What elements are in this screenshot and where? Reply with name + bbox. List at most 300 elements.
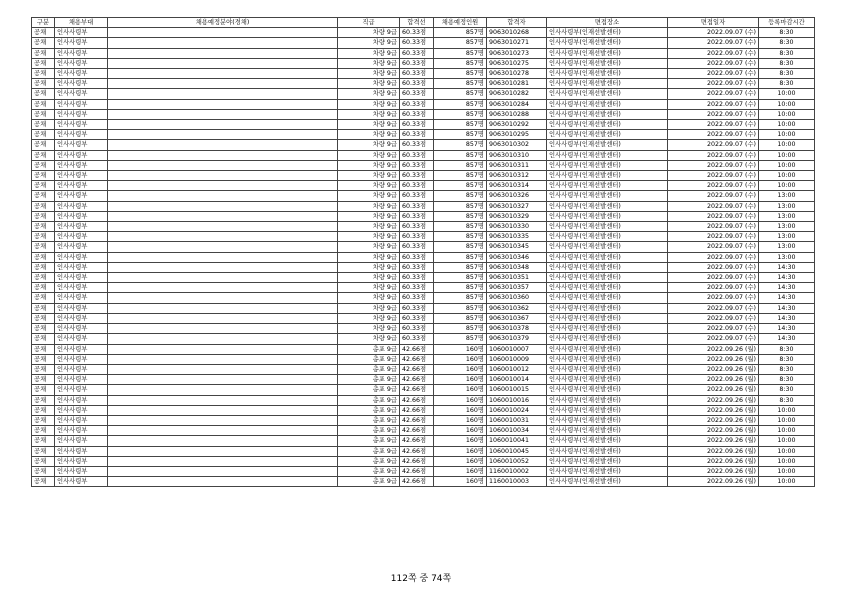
cell-cutoff: 42.66점 [400, 466, 434, 476]
cell-applicant-id: 1060010007 [487, 344, 547, 354]
cell-field [108, 477, 338, 487]
cell-applicant-id: 9063010281 [487, 79, 547, 89]
cell-field [108, 313, 338, 323]
cell-field [108, 466, 338, 476]
cell-cutoff: 60.33점 [400, 140, 434, 150]
cell-grade: 차량 9급 [338, 160, 400, 170]
cell-interview-place: 인사사령부(인재선발센터) [547, 477, 668, 487]
cell-interview-date: 2022.09.26 (월) [668, 385, 759, 395]
cell-quota: 160명 [434, 466, 487, 476]
cell-category: 공채 [32, 334, 55, 344]
cell-cutoff: 60.33점 [400, 160, 434, 170]
cell-quota: 857명 [434, 120, 487, 130]
cell-cutoff: 42.66점 [400, 344, 434, 354]
cell-grade: 총포 9급 [338, 364, 400, 374]
cell-grade: 총포 9급 [338, 436, 400, 446]
cell-quota: 857명 [434, 303, 487, 313]
cell-field [108, 130, 338, 140]
cell-applicant-id: 9063010357 [487, 283, 547, 293]
cell-grade: 차량 9급 [338, 334, 400, 344]
cell-applicant-id: 9063010351 [487, 273, 547, 283]
cell-applicant-id: 9063010288 [487, 109, 547, 119]
cell-registration-deadline: 13:00 [759, 252, 815, 262]
cell-registration-deadline: 10:00 [759, 426, 815, 436]
cell-interview-place: 인사사령부(인재선발센터) [547, 171, 668, 181]
cell-category: 공채 [32, 130, 55, 140]
table-row [32, 99, 815, 109]
cell-unit: 인사사령부 [55, 222, 108, 232]
cell-category: 공채 [32, 79, 55, 89]
table-row [32, 222, 815, 232]
cell-grade: 차량 9급 [338, 79, 400, 89]
cell-grade: 총포 9급 [338, 466, 400, 476]
table-row [32, 395, 815, 405]
cell-grade: 차량 9급 [338, 69, 400, 79]
cell-interview-place: 인사사령부(인재선발센터) [547, 252, 668, 262]
cell-interview-place: 인사사령부(인재선발센터) [547, 344, 668, 354]
cell-interview-place: 인사사령부(인재선발센터) [547, 242, 668, 252]
cell-registration-deadline: 10:00 [759, 477, 815, 487]
cell-cutoff: 60.33점 [400, 313, 434, 323]
cell-interview-date: 2022.09.07 (수) [668, 242, 759, 252]
cell-unit: 인사사령부 [55, 58, 108, 68]
cell-category: 공채 [32, 232, 55, 242]
header-quota: 채용예정인원 [434, 18, 487, 28]
cell-interview-place: 인사사령부(인재선발센터) [547, 130, 668, 140]
cell-registration-deadline: 8:30 [759, 79, 815, 89]
table-row [32, 150, 815, 160]
cell-grade: 차량 9급 [338, 38, 400, 48]
cell-applicant-id: 1060010012 [487, 364, 547, 374]
cell-cutoff: 60.33점 [400, 262, 434, 272]
cell-interview-date: 2022.09.07 (수) [668, 109, 759, 119]
cell-category: 공채 [32, 303, 55, 313]
cell-interview-date: 2022.09.07 (수) [668, 324, 759, 334]
cell-category: 공채 [32, 191, 55, 201]
cell-registration-deadline: 14:30 [759, 262, 815, 272]
cell-cutoff: 60.33점 [400, 181, 434, 191]
cell-grade: 총포 9급 [338, 375, 400, 385]
cell-applicant-id: 1060010045 [487, 446, 547, 456]
cell-field [108, 354, 338, 364]
cell-cutoff: 42.66점 [400, 375, 434, 385]
cell-field [108, 334, 338, 344]
cell-applicant-id: 9063010310 [487, 150, 547, 160]
cell-grade: 차량 9급 [338, 303, 400, 313]
cell-interview-place: 인사사령부(인재선발센터) [547, 385, 668, 395]
cell-interview-date: 2022.09.07 (수) [668, 140, 759, 150]
table-row [32, 69, 815, 79]
cell-field [108, 89, 338, 99]
cell-interview-place: 인사사령부(인재선발센터) [547, 38, 668, 48]
cell-quota: 160명 [434, 436, 487, 446]
cell-interview-date: 2022.09.07 (수) [668, 201, 759, 211]
cell-unit: 인사사령부 [55, 69, 108, 79]
header-registration-deadline: 등록마감시간 [759, 18, 815, 28]
cell-field [108, 273, 338, 283]
cell-unit: 인사사령부 [55, 38, 108, 48]
cell-unit: 인사사령부 [55, 262, 108, 272]
cell-quota: 160명 [434, 477, 487, 487]
cell-unit: 인사사령부 [55, 109, 108, 119]
cell-category: 공채 [32, 211, 55, 221]
cell-unit: 인사사령부 [55, 171, 108, 181]
cell-unit: 인사사령부 [55, 334, 108, 344]
cell-quota: 857명 [434, 28, 487, 38]
cell-cutoff: 42.66점 [400, 385, 434, 395]
cell-unit: 인사사령부 [55, 201, 108, 211]
cell-field [108, 232, 338, 242]
table-row [32, 181, 815, 191]
cell-unit: 인사사령부 [55, 385, 108, 395]
table-row [32, 58, 815, 68]
cell-registration-deadline: 10:00 [759, 446, 815, 456]
cell-grade: 차량 9급 [338, 242, 400, 252]
cell-cutoff: 60.33점 [400, 48, 434, 58]
cell-unit: 인사사령부 [55, 130, 108, 140]
table-row [32, 283, 815, 293]
cell-quota: 857명 [434, 242, 487, 252]
cell-category: 공채 [32, 69, 55, 79]
cell-registration-deadline: 10:00 [759, 120, 815, 130]
cell-category: 공채 [32, 28, 55, 38]
cell-interview-date: 2022.09.07 (수) [668, 222, 759, 232]
cell-cutoff: 60.33점 [400, 273, 434, 283]
cell-registration-deadline: 10:00 [759, 181, 815, 191]
header-field: 채용예정분야(경채) [108, 18, 338, 28]
cell-field [108, 415, 338, 425]
cell-applicant-id: 9063010282 [487, 89, 547, 99]
cell-quota: 857명 [434, 211, 487, 221]
table-body [32, 28, 815, 487]
cell-interview-place: 인사사령부(인재선발센터) [547, 456, 668, 466]
cell-applicant-id: 1060010024 [487, 405, 547, 415]
cell-field [108, 150, 338, 160]
table-row [32, 130, 815, 140]
cell-unit: 인사사령부 [55, 466, 108, 476]
cell-interview-date: 2022.09.07 (수) [668, 120, 759, 130]
cell-interview-place: 인사사령부(인재선발센터) [547, 262, 668, 272]
cell-grade: 차량 9급 [338, 313, 400, 323]
cell-unit: 인사사령부 [55, 446, 108, 456]
cell-field [108, 38, 338, 48]
cell-applicant-id: 9063010360 [487, 293, 547, 303]
cell-category: 공채 [32, 150, 55, 160]
cell-unit: 인사사령부 [55, 181, 108, 191]
cell-grade: 차량 9급 [338, 283, 400, 293]
cell-quota: 160명 [434, 395, 487, 405]
cell-quota: 857명 [434, 150, 487, 160]
table-row [32, 171, 815, 181]
cell-interview-place: 인사사령부(인재선발센터) [547, 89, 668, 99]
cell-category: 공채 [32, 436, 55, 446]
cell-registration-deadline: 13:00 [759, 201, 815, 211]
table-row [32, 79, 815, 89]
cell-grade: 차량 9급 [338, 211, 400, 221]
cell-unit: 인사사령부 [55, 232, 108, 242]
table-row [32, 120, 815, 130]
cell-unit: 인사사령부 [55, 293, 108, 303]
cell-interview-date: 2022.09.07 (수) [668, 334, 759, 344]
cell-unit: 인사사령부 [55, 313, 108, 323]
cell-interview-date: 2022.09.26 (월) [668, 344, 759, 354]
cell-unit: 인사사령부 [55, 436, 108, 446]
cell-grade: 차량 9급 [338, 109, 400, 119]
cell-grade: 총포 9급 [338, 477, 400, 487]
cell-cutoff: 42.66점 [400, 456, 434, 466]
cell-interview-place: 인사사령부(인재선발센터) [547, 375, 668, 385]
cell-grade: 차량 9급 [338, 171, 400, 181]
cell-field [108, 109, 338, 119]
cell-unit: 인사사령부 [55, 375, 108, 385]
cell-quota: 857명 [434, 69, 487, 79]
interview-schedule-table [31, 17, 815, 487]
cell-field [108, 28, 338, 38]
table-row [32, 140, 815, 150]
cell-unit: 인사사령부 [55, 477, 108, 487]
cell-unit: 인사사령부 [55, 28, 108, 38]
cell-interview-date: 2022.09.07 (수) [668, 262, 759, 272]
cell-category: 공채 [32, 426, 55, 436]
cell-applicant-id: 1060010015 [487, 385, 547, 395]
cell-registration-deadline: 13:00 [759, 242, 815, 252]
cell-applicant-id: 9063010271 [487, 38, 547, 48]
cell-applicant-id: 1060010031 [487, 415, 547, 425]
cell-interview-place: 인사사령부(인재선발센터) [547, 273, 668, 283]
table-header-row [32, 18, 815, 28]
cell-field [108, 436, 338, 446]
cell-quota: 857명 [434, 58, 487, 68]
cell-unit: 인사사령부 [55, 99, 108, 109]
cell-category: 공채 [32, 109, 55, 119]
cell-cutoff: 60.33점 [400, 222, 434, 232]
cell-registration-deadline: 13:00 [759, 232, 815, 242]
cell-quota: 857명 [434, 48, 487, 58]
cell-category: 공채 [32, 252, 55, 262]
cell-quota: 857명 [434, 324, 487, 334]
cell-category: 공채 [32, 120, 55, 130]
cell-field [108, 252, 338, 262]
cell-interview-date: 2022.09.07 (수) [668, 99, 759, 109]
cell-quota: 857명 [434, 313, 487, 323]
cell-applicant-id: 9063010345 [487, 242, 547, 252]
table-row [32, 28, 815, 38]
cell-interview-date: 2022.09.07 (수) [668, 283, 759, 293]
cell-grade: 총포 9급 [338, 385, 400, 395]
cell-field [108, 456, 338, 466]
cell-applicant-id: 9063010311 [487, 160, 547, 170]
cell-applicant-id: 1060010052 [487, 456, 547, 466]
cell-cutoff: 60.33점 [400, 334, 434, 344]
cell-interview-date: 2022.09.07 (수) [668, 38, 759, 48]
cell-registration-deadline: 14:30 [759, 324, 815, 334]
cell-registration-deadline: 10:00 [759, 171, 815, 181]
cell-interview-date: 2022.09.26 (월) [668, 456, 759, 466]
cell-cutoff: 60.33점 [400, 293, 434, 303]
cell-applicant-id: 9063010378 [487, 324, 547, 334]
cell-grade: 차량 9급 [338, 140, 400, 150]
cell-unit: 인사사령부 [55, 252, 108, 262]
cell-interview-place: 인사사령부(인재선발센터) [547, 395, 668, 405]
cell-quota: 857명 [434, 283, 487, 293]
table-row [32, 477, 815, 487]
cell-cutoff: 60.33점 [400, 69, 434, 79]
cell-applicant-id: 9063010327 [487, 201, 547, 211]
cell-interview-place: 인사사령부(인재선발센터) [547, 150, 668, 160]
cell-category: 공채 [32, 283, 55, 293]
table-row [32, 242, 815, 252]
cell-cutoff: 60.33점 [400, 28, 434, 38]
table-row [32, 405, 815, 415]
table-row [32, 273, 815, 283]
table-row [32, 252, 815, 262]
cell-registration-deadline: 8:30 [759, 38, 815, 48]
cell-applicant-id: 1060010034 [487, 426, 547, 436]
cell-grade: 차량 9급 [338, 273, 400, 283]
cell-interview-place: 인사사령부(인재선발센터) [547, 181, 668, 191]
cell-interview-place: 인사사령부(인재선발센터) [547, 201, 668, 211]
cell-applicant-id: 1160010002 [487, 466, 547, 476]
cell-grade: 차량 9급 [338, 89, 400, 99]
cell-cutoff: 42.66점 [400, 477, 434, 487]
cell-cutoff: 60.33점 [400, 58, 434, 68]
cell-registration-deadline: 8:30 [759, 385, 815, 395]
cell-unit: 인사사령부 [55, 140, 108, 150]
cell-category: 공채 [32, 324, 55, 334]
cell-unit: 인사사령부 [55, 415, 108, 425]
table-row [32, 109, 815, 119]
cell-applicant-id: 9063010367 [487, 313, 547, 323]
table-row [32, 466, 815, 476]
cell-category: 공채 [32, 140, 55, 150]
table-row [32, 415, 815, 425]
cell-grade: 차량 9급 [338, 99, 400, 109]
cell-unit: 인사사령부 [55, 150, 108, 160]
cell-applicant-id: 9063010348 [487, 262, 547, 272]
cell-quota: 857명 [434, 293, 487, 303]
table-row [32, 344, 815, 354]
cell-interview-place: 인사사령부(인재선발센터) [547, 109, 668, 119]
cell-category: 공채 [32, 354, 55, 364]
cell-category: 공채 [32, 181, 55, 191]
cell-registration-deadline: 10:00 [759, 436, 815, 446]
cell-interview-place: 인사사령부(인재선발센터) [547, 334, 668, 344]
cell-unit: 인사사령부 [55, 191, 108, 201]
cell-field [108, 140, 338, 150]
cell-interview-place: 인사사령부(인재선발센터) [547, 303, 668, 313]
cell-field [108, 191, 338, 201]
cell-interview-date: 2022.09.07 (수) [668, 252, 759, 262]
cell-category: 공채 [32, 38, 55, 48]
cell-interview-date: 2022.09.26 (월) [668, 446, 759, 456]
cell-registration-deadline: 10:00 [759, 466, 815, 476]
cell-cutoff: 60.33점 [400, 171, 434, 181]
cell-cutoff: 60.33점 [400, 242, 434, 252]
cell-interview-date: 2022.09.26 (월) [668, 466, 759, 476]
cell-registration-deadline: 10:00 [759, 405, 815, 415]
table-row [32, 446, 815, 456]
cell-cutoff: 60.33점 [400, 252, 434, 262]
cell-applicant-id: 9063010273 [487, 48, 547, 58]
table-row [32, 364, 815, 374]
cell-interview-place: 인사사령부(인재선발센터) [547, 140, 668, 150]
table-row [32, 201, 815, 211]
cell-unit: 인사사령부 [55, 79, 108, 89]
cell-interview-date: 2022.09.07 (수) [668, 28, 759, 38]
cell-unit: 인사사령부 [55, 48, 108, 58]
cell-applicant-id: 9063010302 [487, 140, 547, 150]
cell-registration-deadline: 8:30 [759, 58, 815, 68]
cell-unit: 인사사령부 [55, 283, 108, 293]
cell-grade: 총포 9급 [338, 405, 400, 415]
cell-registration-deadline: 10:00 [759, 415, 815, 425]
cell-field [108, 364, 338, 374]
cell-cutoff: 42.66점 [400, 364, 434, 374]
cell-interview-place: 인사사령부(인재선발센터) [547, 426, 668, 436]
cell-interview-place: 인사사령부(인재선발센터) [547, 313, 668, 323]
cell-registration-deadline: 13:00 [759, 191, 815, 201]
cell-interview-date: 2022.09.26 (월) [668, 354, 759, 364]
cell-interview-date: 2022.09.26 (월) [668, 415, 759, 425]
cell-grade: 총포 9급 [338, 395, 400, 405]
cell-category: 공채 [32, 58, 55, 68]
cell-quota: 857명 [434, 201, 487, 211]
cell-registration-deadline: 10:00 [759, 150, 815, 160]
cell-grade: 차량 9급 [338, 28, 400, 38]
table-row [32, 160, 815, 170]
cell-field [108, 79, 338, 89]
cell-cutoff: 60.33점 [400, 283, 434, 293]
cell-quota: 857명 [434, 130, 487, 140]
cell-applicant-id: 1060010016 [487, 395, 547, 405]
cell-grade: 총포 9급 [338, 344, 400, 354]
cell-field [108, 395, 338, 405]
cell-applicant-id: 9063010278 [487, 69, 547, 79]
cell-interview-place: 인사사령부(인재선발센터) [547, 436, 668, 446]
cell-registration-deadline: 8:30 [759, 354, 815, 364]
cell-registration-deadline: 10:00 [759, 99, 815, 109]
cell-unit: 인사사령부 [55, 364, 108, 374]
cell-grade: 총포 9급 [338, 456, 400, 466]
cell-field [108, 283, 338, 293]
cell-category: 공채 [32, 262, 55, 272]
cell-grade: 차량 9급 [338, 201, 400, 211]
cell-applicant-id: 9063010275 [487, 58, 547, 68]
cell-cutoff: 60.33점 [400, 150, 434, 160]
cell-field [108, 48, 338, 58]
cell-category: 공채 [32, 160, 55, 170]
cell-field [108, 181, 338, 191]
cell-interview-date: 2022.09.07 (수) [668, 211, 759, 221]
cell-field [108, 262, 338, 272]
cell-quota: 160명 [434, 364, 487, 374]
cell-grade: 총포 9급 [338, 354, 400, 364]
table-row [32, 232, 815, 242]
cell-interview-date: 2022.09.07 (수) [668, 313, 759, 323]
cell-quota: 160명 [434, 456, 487, 466]
cell-field [108, 324, 338, 334]
cell-interview-place: 인사사령부(인재선발센터) [547, 191, 668, 201]
cell-interview-date: 2022.09.07 (수) [668, 293, 759, 303]
cell-unit: 인사사령부 [55, 303, 108, 313]
header-interview-date: 면접일자 [668, 18, 759, 28]
cell-quota: 857명 [434, 181, 487, 191]
cell-field [108, 211, 338, 221]
cell-category: 공채 [32, 201, 55, 211]
cell-interview-place: 인사사령부(인재선발센터) [547, 405, 668, 415]
cell-category: 공채 [32, 99, 55, 109]
cell-registration-deadline: 14:30 [759, 293, 815, 303]
